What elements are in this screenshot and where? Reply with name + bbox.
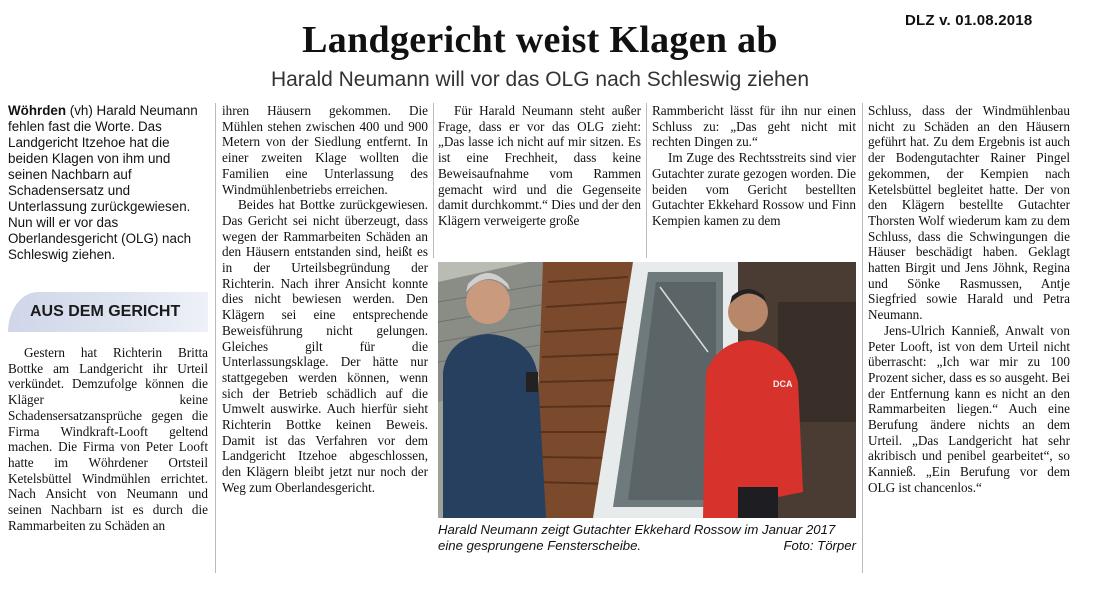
article-photo — [438, 262, 856, 518]
article-column-1-body — [8, 345, 208, 533]
rubric-banner — [8, 292, 208, 332]
body-paragraph: Schluss, dass der Windmühlenbau nicht zu Schäden an den Häusern geführt hat. Zu dem Ergebnis ist auch der Bodengutachter Rainer Pingel gekommen, der Kempien nach Ketelsbüttel begleitet hatte. Der von den Klägern bestellte Gutachter Thorsten Wolf wiederum kam zu dem Schluss, dass die Schwingungen die Häuser beschädigt haben. Geklagt hatten Birgit und Jens Jöhnk, Regina und Sönke Rasmussen, Antje Siegfried sowie Harald und Petra Neumann. — [868, 103, 1070, 323]
body-paragraph: Gestern hat Richterin Britta Bottke am Landgericht ihr Urteil verkündet. Demzufolge können die Kläger keine Schadensersatzansprüche gegen die Firma Windkraft-Looft geltend machen. Die Firma von Peter Looft hatte im Wöhrdener Ortsteil Ketelsbüttel Windmühlen errichtet. Nach Ansicht von Neumann und seinen Nachbarn ist es durch die Rammarbeiten zu Schäden an — [8, 345, 208, 533]
jacket-print: DCA — [773, 379, 793, 389]
article-column-1 — [8, 103, 208, 263]
column-rule — [215, 103, 216, 573]
body-paragraph: ihren Häusern gekommen. Die Mühlen stehen zwischen 400 und 900 Metern von der Siedlung entfernt. In einer zweiten Klage wollten die Familien eine Unterlassung des Windmühlenbetriebs erreichen. — [222, 103, 428, 197]
headline: Landgericht weist Klagen ab — [302, 19, 778, 61]
column-rule — [862, 103, 863, 573]
column-rule — [433, 103, 434, 258]
photo-illustration — [438, 262, 856, 518]
photo-caption: Harald Neumann zeigt Gutachter Ekkehard Rossow im Januar 2017 eine gesprungene Fensterscheibe. — [438, 522, 836, 553]
article-column-5 — [868, 103, 1070, 496]
article-column-2 — [222, 103, 428, 496]
photo-caption-block — [438, 522, 856, 554]
column-rule — [646, 103, 647, 258]
photo-credit: Foto: Törper — [783, 538, 856, 553]
article-column-4 — [652, 103, 856, 229]
lead-text: (vh) Harald Neumann fehlen fast die Worte. Das Landgericht Itzehoe hat die beiden Klagen von ihm und seinen Nachbarn auf Schadensersatz und Unterlassung zurückgewiesen. Nun will er vor das Oberlandesgericht (OLG) nach Schleswig ziehen. — [8, 103, 198, 262]
body-paragraph: Jens-Ulrich Kannieß, Anwalt von Peter Looft, ist von dem Urteil nicht überrascht: „Ich war mir zu 100 Prozent sicher, dass es so ausgeht. Bei der Entfernung kann es nicht an den Rammarbeiten liegen.“ Auch eine Berufung ändere nichts an dem Urteil. „Das Landgericht hat sehr akribisch und penibel gearbeitet“, so Kannieß. „Ein Berufung vor dem OLG ist chancenlos.“ — [868, 322, 1070, 495]
lead-paragraph — [8, 103, 208, 263]
source-date: DLZ v. 01.08.2018 — [905, 12, 1033, 29]
body-paragraph: Für Harald Neumann steht außer Frage, dass er vor das OLG zieht: „Das lasse ich nicht auf mir sitzen. Es ist eine Frechheit, dass keine Beweisaufnahme vom Rammen gemacht wird und die Gegenseite damit durchkommt.“ Dies und der den Klägern verweigerte große — [438, 103, 641, 228]
subheadline: Harald Neumann will vor das OLG nach Schleswig ziehen — [270, 68, 810, 91]
body-paragraph: Rammbericht lässt für ihn nur einen Schluss zu: „Das geht nicht mit rechten Dingen zu.“ — [652, 103, 856, 150]
body-paragraph: Im Zuge des Rechtsstreits sind vier Gutachter zurate gezogen worden. Die beiden vom Gericht bestellten Gutachter Ekkehard Rossow und Finn Kempien kamen zu dem — [652, 150, 856, 228]
body-paragraph: Beides hat Bottke zurückgewiesen. Das Gericht sei nicht überzeugt, dass wegen der Rammarbeiten Schäden an den Häusern entstanden sind, heißt es in der Urteilsbegründung der Richterin. Nach ihrer Ansicht konnte dies nicht bewiesen werden. Den Klägern sei eine entsprechende Beweisführung nicht gelungen. Gleiches gilt für die Unterlassungsklage. Der hätte nur stattgegeben werden können, wenn sich der Betrieb schädlich auf die Umwelt auswirke. Auch hierfür sieht Richterin Bottke keinen Beweis. Damit ist das Verfahren vor dem Landgericht Itzehoe abgeschlossen, den Klägern bleibt jetzt nur noch der Weg zum Oberlandesgericht. — [222, 197, 428, 495]
article-column-3 — [438, 103, 641, 229]
rubric-label: AUS DEM GERICHT — [30, 303, 181, 320]
dateline-place: Wöhrden — [8, 103, 67, 118]
